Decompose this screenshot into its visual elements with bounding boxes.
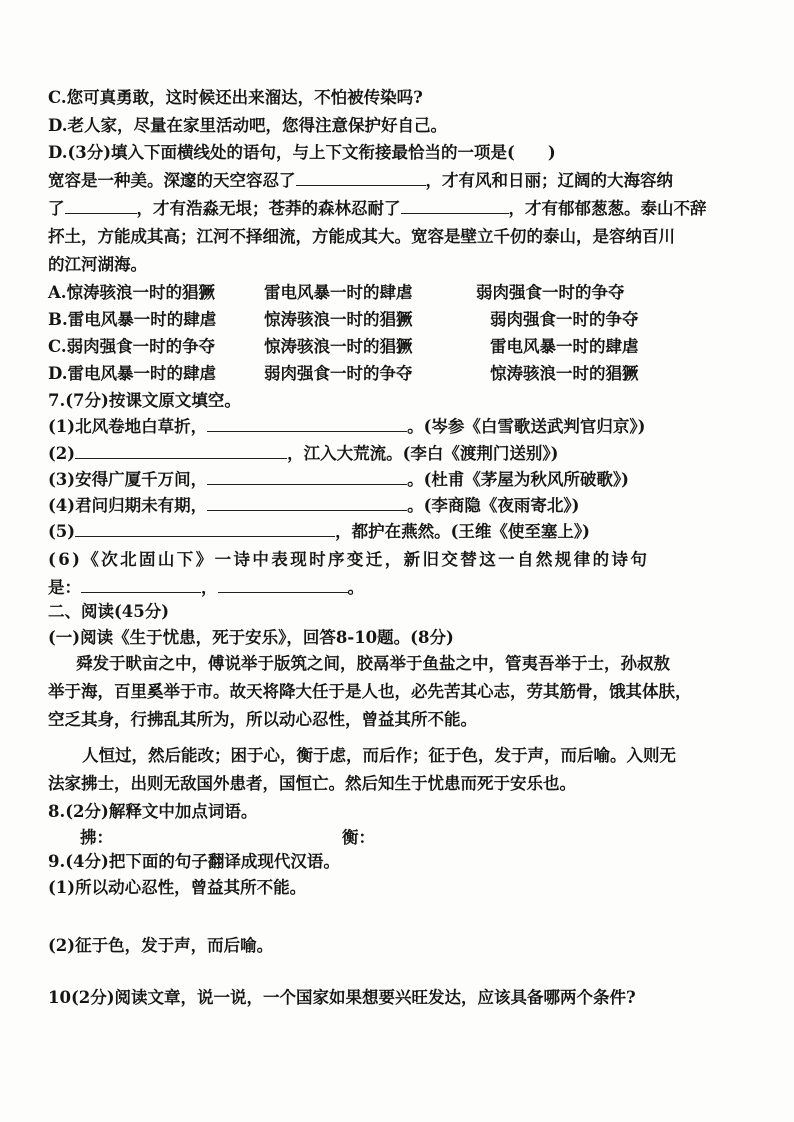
- q10-stem: 10(2分)阅读文章，说一说，一个国家如果想要兴旺发达，应该具备哪两个条件?: [48, 988, 636, 1007]
- q7-line-4: [48, 494, 579, 518]
- q7-blank-6: [81, 576, 201, 593]
- q7-text: 。(杜甫《茅屋为秋风所破歌》): [407, 470, 629, 489]
- q9-stem: 9.(4分)把下面的句子翻译成现代汉语。: [48, 852, 340, 871]
- q7-text: (2): [48, 444, 76, 463]
- q8-word-2: 衡：: [342, 828, 375, 847]
- q6-option-b: [48, 308, 639, 332]
- q7-text: 。(岑参《白雪歌送武判官归京》): [407, 417, 646, 436]
- q7-blank-5: [75, 520, 335, 537]
- q6-option-part: 弱肉强食一时的争夺: [476, 283, 625, 302]
- q8-stem: 8.(2分)解释文中加点词语。: [48, 802, 258, 821]
- q6-passage-line-4: 的江河湖海。: [48, 255, 147, 274]
- q7-text: ，江入大荒流。(李白《渡荆门送别》): [287, 444, 559, 463]
- q7-line-6: (6)《次北固山下》一诗中表现时序变迁，新旧交替这一自然规律的诗句: [48, 550, 650, 569]
- q6-blank-3: [401, 197, 509, 214]
- q6-option-part: 惊涛骇浪一时的猖獗: [264, 337, 413, 356]
- q6-passage-line-2: [48, 197, 707, 221]
- q7-blank-2: [75, 442, 287, 459]
- q7-text: (1)北风卷地白草折，: [48, 417, 208, 436]
- q5-option-c: C.您可真勇敢，这时候还出来溜达，不怕被传染吗?: [48, 88, 423, 107]
- q6-option-part: D.雷电风暴一时的肆虐: [48, 364, 216, 383]
- section-heading: 二、阅读(45分): [48, 602, 170, 621]
- q6-text: ，才有郁郁葱葱。泰山不辞: [508, 199, 707, 218]
- passage-para-1: 空乏其身，行拂乱其所为，所以动心忍性，曾益其所不能。: [48, 710, 477, 729]
- q7-text: ，: [201, 578, 218, 597]
- q7-blank-4: [207, 494, 407, 511]
- q8-word-1: 拂：: [80, 828, 113, 847]
- q6-text: ，才有浩淼无垠；苍莽的森林忍耐了: [136, 199, 401, 218]
- reading-part-heading: (一)阅读《生于忧患，死于安乐》，回答8-10题。(8分): [48, 628, 454, 647]
- q5-option-d: D.老人家，尽量在家里活动吧，您得注意保护好自己。: [48, 116, 447, 135]
- q7-text: 是：: [48, 578, 81, 597]
- q6-option-part: 雷电风暴一时的肆虐: [264, 283, 413, 302]
- passage-para-2: 人恒过，然后能改；困于心，衡于虑，而后作；征于色，发于声，而后喻。入则无: [82, 746, 676, 765]
- q6-passage-line-3: 抔土，方能成其高；江河不择细流，方能成其大。宽容是壁立千仞的泰山，是容纳百川: [48, 227, 675, 246]
- q7-line-6b: [48, 576, 364, 600]
- q6-text: 宽容是一种美。深邃的天空容忍了: [48, 171, 296, 190]
- q6-option-part: 惊涛骇浪一时的猖獗: [490, 364, 639, 383]
- q6-option-part: A.惊涛骇浪一时的猖獗: [48, 283, 216, 302]
- q6-option-part: 雷电风暴一时的肆虐: [490, 337, 639, 356]
- q7-text: (3)安得广厦千万间，: [48, 470, 208, 489]
- q6-text: 了: [48, 199, 65, 218]
- q7-line-5: [48, 520, 590, 544]
- q7-blank-7: [218, 576, 348, 593]
- q7-text: ，都护在燕然。(王维《使至塞上》): [335, 522, 590, 541]
- q7-text: 。: [347, 578, 364, 597]
- q7-text: (4)君问归期未有期，: [48, 496, 208, 515]
- q7-line-3: [48, 468, 629, 492]
- q6-stem: D.(3分)填入下面横线处的语句，与上下文衔接最恰当的一项是( ): [48, 143, 556, 162]
- q6-option-part: 弱肉强食一时的争夺: [264, 364, 413, 383]
- passage-para-2: 法家拂士，出则无敌国外患者，国恒亡。然后知生于忧患而死于安乐也。: [48, 774, 576, 793]
- q6-option-part: C.弱肉强食一时的争夺: [48, 337, 216, 356]
- q7-blank-3: [207, 468, 407, 485]
- q6-option-part: B.雷电风暴一时的肆虐: [48, 310, 217, 329]
- q9-sentence-1: (1)所以动心忍性，曾益其所不能。: [48, 878, 307, 897]
- q9-sentence-2: (2)征于色，发于声，而后喻。: [48, 936, 274, 955]
- q6-option-d: [48, 362, 639, 386]
- q7-stem: 7.(7分)按课文原文填空。: [48, 391, 241, 410]
- q7-line-1: [48, 415, 645, 439]
- q7-text: 。(李商隐《夜雨寄北》): [407, 496, 580, 515]
- q6-option-a: [48, 281, 625, 305]
- q6-passage-line-1: [48, 169, 673, 193]
- passage-para-1: 舜发于畎亩之中，傅说举于版筑之间，胶鬲举于鱼盐之中，管夷吾举于士，孙叔敖: [76, 654, 670, 673]
- q7-line-2: [48, 442, 558, 466]
- q6-option-c: [48, 335, 639, 359]
- passage-para-1: 举于海，百里奚举于市。故天将降大任于是人也，必先苦其心志，劳其筋骨，饿其体肤，: [48, 682, 692, 701]
- q6-blank-1: [296, 169, 426, 186]
- q6-option-part: 弱肉强食一时的争夺: [490, 310, 639, 329]
- q7-text: (5): [48, 522, 76, 541]
- q7-blank-1: [207, 415, 407, 432]
- q6-option-part: 惊涛骇浪一时的猖獗: [264, 310, 413, 329]
- q6-text: ，才有风和日丽；辽阔的大海容纳: [425, 171, 673, 190]
- q6-blank-2: [65, 197, 137, 214]
